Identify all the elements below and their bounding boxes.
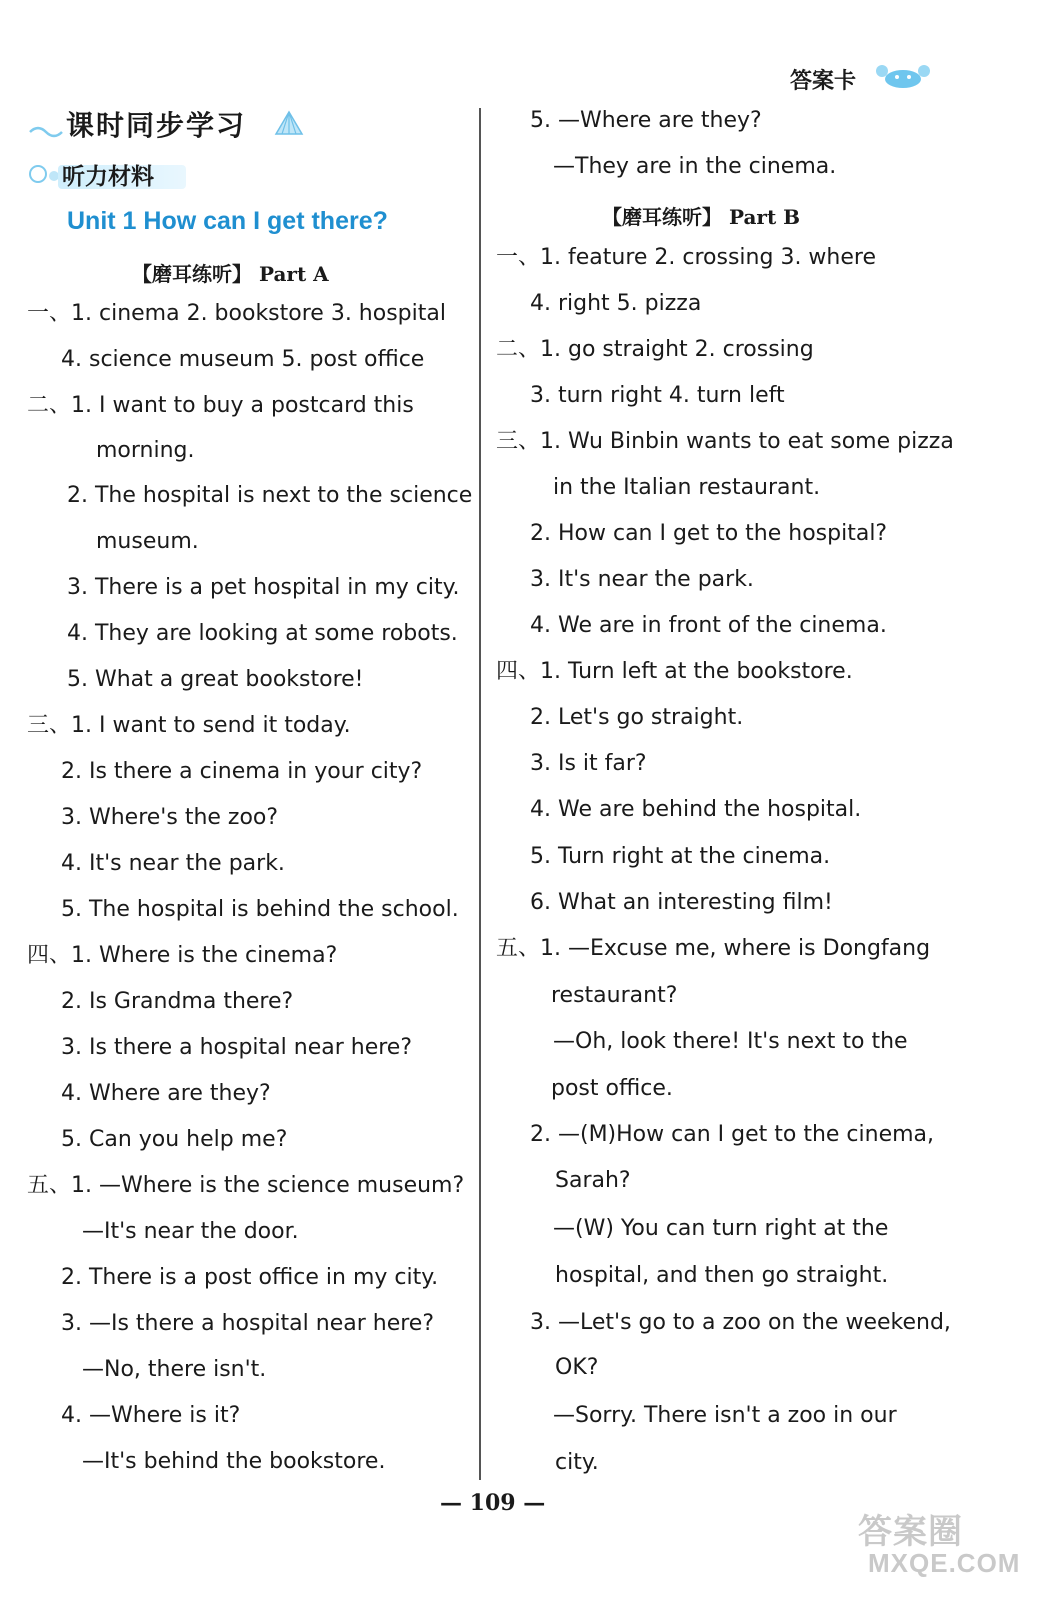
list-item: —(W) You can turn right at the — [553, 1216, 889, 1241]
list-item: hospital, and then go straight. — [555, 1263, 889, 1288]
crab-icon — [872, 62, 934, 92]
list-item: restaurant? — [551, 983, 678, 1008]
list-item: 2. There is a post office in my city. — [61, 1265, 439, 1290]
list-item: post office. — [551, 1076, 673, 1101]
list-item: 3. It's near the park. — [530, 567, 754, 592]
list-item: 4. We are behind the hospital. — [530, 797, 862, 822]
list-item: 2. Is there a cinema in your city? — [61, 759, 423, 784]
list-item: —Oh, look there! It's next to the — [553, 1029, 908, 1054]
list-item: 4. right 5. pizza — [530, 291, 702, 316]
list-item: 3. —Is there a hospital near here? — [61, 1311, 435, 1336]
list-item: 3. Is it far? — [530, 751, 647, 776]
list-item: Sarah? — [555, 1168, 631, 1193]
list-item: 4. They are looking at some robots. — [67, 621, 458, 646]
list-item: 4. We are in front of the cinema. — [530, 613, 887, 638]
section-title: 课时同步学习 — [66, 109, 247, 142]
list-item: —It's near the door. — [82, 1219, 299, 1244]
shell-icon — [272, 108, 306, 140]
list-item: 5. What a great bookstore! — [67, 667, 364, 692]
list-item: 4. It's near the park. — [61, 851, 285, 876]
list-item: —They are in the cinema. — [553, 154, 837, 179]
list-item: 2. Let's go straight. — [530, 705, 744, 730]
list-item: 三、1. Wu Binbin wants to eat some pizza — [496, 429, 954, 454]
list-item: 2. Is Grandma there? — [61, 989, 294, 1014]
list-item: 5. Turn right at the cinema. — [530, 844, 831, 869]
list-item: 3. There is a pet hospital in my city. — [67, 575, 460, 600]
list-item: 五、1. —Excuse me, where is Dongfang — [496, 936, 931, 961]
list-item: —Sorry. There isn't a zoo in our — [553, 1403, 897, 1428]
list-item: 2. —(M)How can I get to the cinema, — [530, 1122, 935, 1147]
subsection-title: 听力材料 — [62, 164, 154, 190]
part-a-heading: 【磨耳练听】 Part A — [132, 262, 329, 286]
list-item: —It's behind the bookstore. — [82, 1449, 386, 1474]
watermark-text-bottom: MXQE.COM — [868, 1548, 1021, 1578]
wave-decoration-icon — [28, 120, 68, 140]
unit-title: Unit 1 How can I get there? — [67, 207, 388, 235]
list-item: 2. How can I get to the hospital? — [530, 521, 888, 546]
list-item: 3. turn right 4. turn left — [530, 383, 785, 408]
list-item: OK? — [555, 1355, 599, 1380]
list-item: 5. Can you help me? — [61, 1127, 288, 1152]
list-item: 6. What an interesting film! — [530, 890, 833, 915]
list-item: 四、1. Where is the cinema? — [27, 943, 338, 968]
answer-card-label: 答案卡 — [790, 69, 857, 94]
list-item: 5. The hospital is behind the school. — [61, 897, 459, 922]
list-item: 二、1. go straight 2. crossing — [496, 337, 814, 362]
list-item: 3. Where's the zoo? — [61, 805, 279, 830]
list-item: morning. — [96, 438, 195, 463]
list-item: 二、1. I want to buy a postcard this — [27, 393, 414, 418]
list-item: 3. —Let's go to a zoo on the weekend, — [530, 1310, 951, 1335]
list-item: museum. — [96, 529, 199, 554]
list-item: city. — [555, 1450, 599, 1475]
list-item: 一、1. feature 2. crossing 3. where — [496, 245, 876, 270]
list-item: 4. Where are they? — [61, 1081, 271, 1106]
column-divider — [479, 108, 481, 1480]
list-item: 一、1. cinema 2. bookstore 3. hospital — [27, 301, 446, 326]
list-item: 四、1. Turn left at the bookstore. — [496, 659, 853, 684]
list-item: 三、1. I want to send it today. — [27, 713, 351, 738]
list-item: 4. science museum 5. post office — [61, 347, 425, 372]
watermark-text-top: 答案圈 — [858, 1513, 963, 1551]
list-item: 五、1. —Where is the science museum? — [27, 1173, 465, 1198]
list-item: 5. —Where are they? — [530, 108, 762, 133]
list-item: 4. —Where is it? — [61, 1403, 241, 1428]
list-item: —No, there isn't. — [82, 1357, 267, 1382]
list-item: 2. The hospital is next to the science — [67, 483, 473, 508]
part-b-heading: 【磨耳练听】 Part B — [602, 205, 801, 229]
list-item: 3. Is there a hospital near here? — [61, 1035, 413, 1060]
page-number: — 109 — — [440, 1490, 546, 1516]
list-item: in the Italian restaurant. — [553, 475, 821, 500]
